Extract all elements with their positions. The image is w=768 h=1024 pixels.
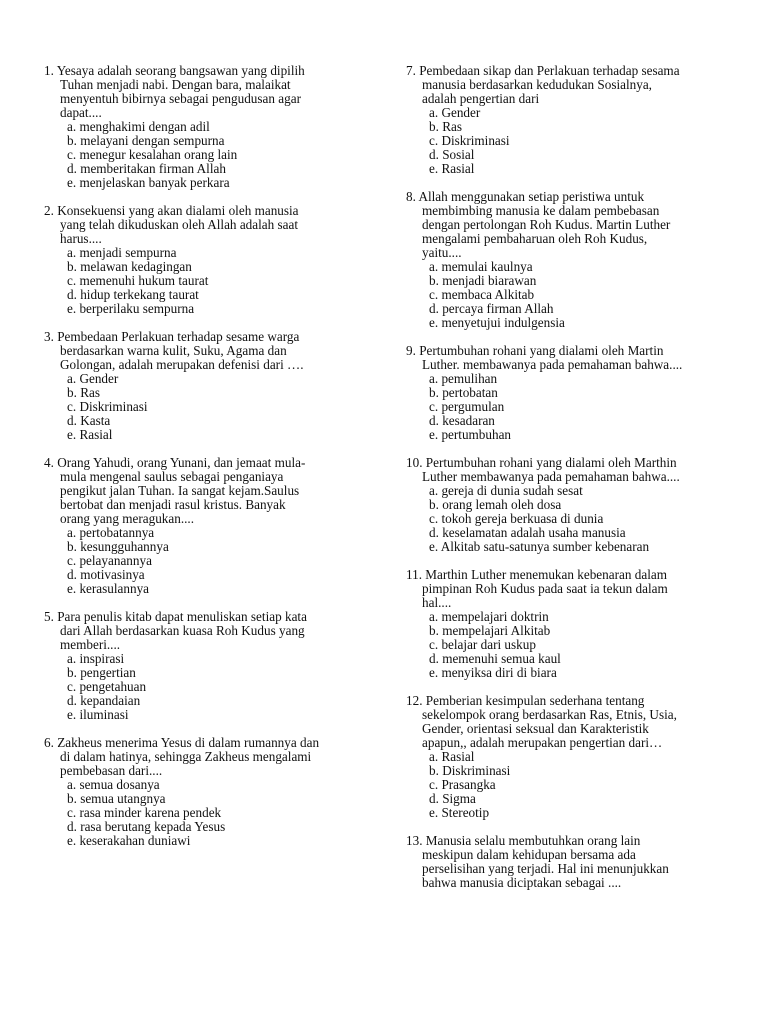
option-d: d. keselamatan adalah usaha manusia — [429, 525, 626, 540]
option-d: d. Sosial — [429, 147, 475, 162]
question-3 — [44, 330, 374, 442]
option-e: e. iluminasi — [67, 707, 129, 722]
option-d: d. percaya firman Allah — [429, 301, 554, 316]
answer-options — [406, 610, 736, 680]
option-b: b. orang lemah oleh dosa — [429, 497, 562, 512]
option-b: b. menjadi biarawan — [429, 273, 537, 288]
question-10 — [406, 456, 736, 554]
option-b: b. Ras — [67, 385, 100, 400]
option-e: e. menyetujui indulgensia — [429, 315, 565, 330]
option-e: e. keserakahan duniawi — [67, 833, 191, 848]
option-a: a. menjadi sempurna — [67, 245, 177, 260]
question-2 — [44, 204, 374, 316]
option-c: c. pelayanannya — [67, 553, 152, 568]
left-question-column — [44, 64, 374, 862]
question-stem: 2. Konsekuensi yang akan dialami oleh manusia yang telah dikuduskan oleh Allah adalah saat harus.... — [44, 203, 299, 246]
option-b: b. melawan kedagingan — [67, 259, 192, 274]
question-stem: 4. Orang Yahudi, orang Yunani, dan jemaat mula- mula mengenal saulus sebagai penganiaya pengikut jalan Tuhan. Ia sangat kejam.Saulus bertobat dan menjadi rasul kristus. Banyak orang yang meragukan.... — [44, 455, 306, 526]
question-stem: 12. Pemberian kesimpulan sederhana tentang sekelompok orang berdasarkan Ras, Etnis, Usia, Gender, orientasi seksual dan Karakteristik apapun,, adalah merupakan pengertian dari… — [406, 693, 677, 750]
question-6 — [44, 736, 374, 848]
option-b: b. semua utangnya — [67, 791, 166, 806]
question-4 — [44, 456, 374, 596]
option-d: d. Sigma — [429, 791, 476, 806]
answer-options — [44, 778, 374, 848]
option-c: c. memenuhi hukum taurat — [67, 273, 209, 288]
option-e: e. Stereotip — [429, 805, 490, 820]
question-stem: 6. Zakheus menerima Yesus di dalam rumannya dan di dalam hatinya, sehingga Zakheus mengalami pembebasan dari.... — [44, 735, 320, 778]
answer-options — [406, 106, 736, 176]
option-a: a. Gender — [67, 371, 119, 386]
option-a: a. mempelajari doktrin — [429, 609, 549, 624]
option-d: d. hidup terkekang taurat — [67, 287, 199, 302]
answer-options — [44, 372, 374, 442]
question-12 — [406, 694, 736, 820]
question-stem: 7. Pembedaan sikap dan Perlakuan terhadap sesama manusia berdasarkan kedudukan Sosialnya, adalah pengertian dari — [406, 63, 680, 106]
option-e: e. Alkitab satu-satunya sumber kebenaran — [429, 539, 650, 554]
option-c: c. tokoh gereja berkuasa di dunia — [429, 511, 604, 526]
option-d: d. rasa berutang kepada Yesus — [67, 819, 226, 834]
option-e: e. Rasial — [429, 161, 475, 176]
option-d: d. memberitakan firman Allah — [67, 161, 226, 176]
question-stem: 10. Pertumbuhan rohani yang dialami oleh Marthin Luther membawanya pada pemahaman bahwa.... — [406, 455, 680, 484]
option-b: b. Ras — [429, 119, 462, 134]
option-c: c. menegur kesalahan orang lain — [67, 147, 238, 162]
question-8 — [406, 190, 736, 330]
question-stem: 13. Manusia selalu membutuhkan orang lain meskipun dalam kehidupan bersama ada perselisihan yang terjadi. Hal ini menunjukkan bahwa manusia diciptakan sebagai .... — [406, 833, 669, 890]
answer-options — [406, 260, 736, 330]
option-d: d. kesadaran — [429, 413, 495, 428]
question-stem: 9. Pertumbuhan rohani yang dialami oleh Martin Luther. membawanya pada pemahaman bahwa.... — [406, 343, 683, 372]
question-13 — [406, 834, 736, 890]
question-stem: 1. Yesaya adalah seorang bangsawan yang dipilih Tuhan menjadi nabi. Dengan bara, malaikat menyentuh bibirnya sebagai pengudusan agar dapat.... — [44, 63, 305, 120]
question-5 — [44, 610, 374, 722]
option-c: c. Diskriminasi — [429, 133, 510, 148]
option-a: a. gereja di dunia sudah sesat — [429, 483, 583, 498]
option-a: a. inspirasi — [67, 651, 125, 666]
option-a: a. memulai kaulnya — [429, 259, 533, 274]
answer-options — [44, 526, 374, 596]
option-e: e. kerasulannya — [67, 581, 150, 596]
option-a: a. Rasial — [429, 749, 475, 764]
option-b: b. melayani dengan sempurna — [67, 133, 225, 148]
answer-options — [406, 372, 736, 442]
option-e: e. pertumbuhan — [429, 427, 512, 442]
answer-options — [406, 750, 736, 820]
option-e: e. Rasial — [67, 427, 113, 442]
option-c: c. Diskriminasi — [67, 399, 148, 414]
option-d: d. memenuhi semua kaul — [429, 651, 561, 666]
option-d: d. Kasta — [67, 413, 111, 428]
option-c: c. Prasangka — [429, 777, 496, 792]
option-c: c. membaca Alkitab — [429, 287, 535, 302]
option-c: c. rasa minder karena pendek — [67, 805, 222, 820]
option-a: a. menghakimi dengan adil — [67, 119, 210, 134]
question-stem: 5. Para penulis kitab dapat menuliskan setiap kata dari Allah berdasarkan kuasa Roh Kudus yang memberi.... — [44, 609, 307, 652]
question-stem: 11. Marthin Luther menemukan kebenaran dalam pimpinan Roh Kudus pada saat ia tekun dalam hal.... — [406, 567, 668, 610]
option-b: b. kesungguhannya — [67, 539, 169, 554]
answer-options — [44, 120, 374, 190]
option-a: a. pertobatannya — [67, 525, 155, 540]
option-a: a. Gender — [429, 105, 481, 120]
question-7 — [406, 64, 736, 176]
option-d: d. kepandaian — [67, 693, 141, 708]
option-c: c. pengetahuan — [67, 679, 147, 694]
answer-options — [406, 484, 736, 554]
option-b: b. pertobatan — [429, 385, 498, 400]
option-b: b. mempelajari Alkitab — [429, 623, 551, 638]
question-stem: 8. Allah menggunakan setiap peristiwa untuk membimbing manusia ke dalam pembebasan dengan pertolongan Roh Kudus. Martin Luther mengalami pembaharuan oleh Roh Kudus, yaitu.... — [406, 189, 671, 260]
option-d: d. motivasinya — [67, 567, 145, 582]
question-stem: 3. Pembedaan Perlakuan terhadap sesame warga berdasarkan warna kulit, Suku, Agama dan Golongan, adalah merupakan defenisi dari …. — [44, 329, 304, 372]
question-9 — [406, 344, 736, 442]
option-c: c. pergumulan — [429, 399, 505, 414]
option-b: b. Diskriminasi — [429, 763, 511, 778]
right-question-column — [406, 64, 736, 904]
option-a: a. semua dosanya — [67, 777, 160, 792]
answer-options — [44, 652, 374, 722]
option-e: e. berperilaku sempurna — [67, 301, 195, 316]
option-e: e. menyiksa diri di biara — [429, 665, 557, 680]
option-e: e. menjelaskan banyak perkara — [67, 175, 230, 190]
question-1 — [44, 64, 374, 190]
option-c: c. belajar dari uskup — [429, 637, 536, 652]
answer-options — [44, 246, 374, 316]
option-a: a. pemulihan — [429, 371, 498, 386]
question-11 — [406, 568, 736, 680]
option-b: b. pengertian — [67, 665, 136, 680]
